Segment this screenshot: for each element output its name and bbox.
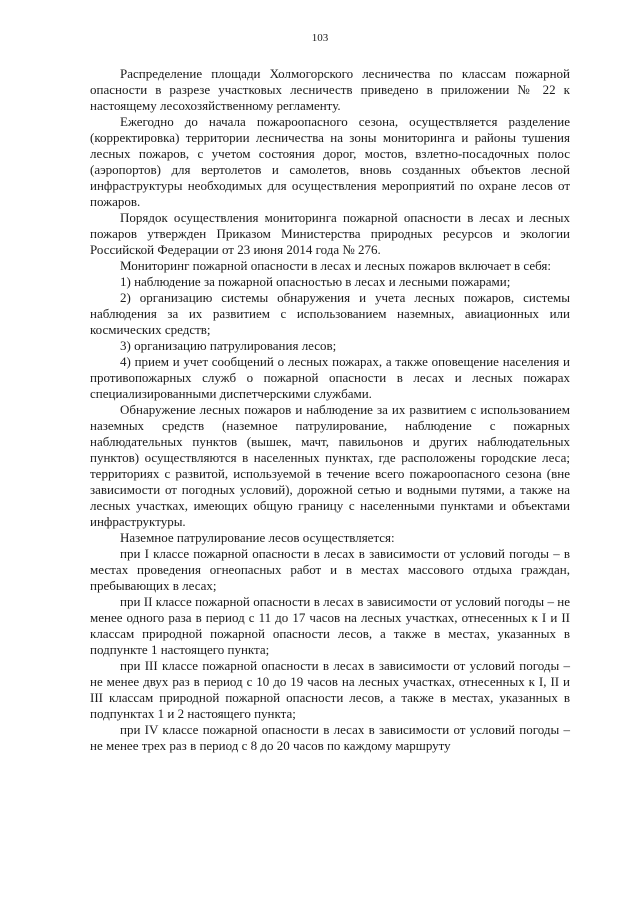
paragraph: Распределение площади Холмогорского лесничества по классам пожарной опасности в разрезе участковых лесничеств приведено в приложении № 22 к настоящему лесохозяйственному регламенту. <box>90 66 570 113</box>
list-item: 3) организацию патрулирования лесов; <box>120 338 337 353</box>
paragraph: Обнаружение лесных пожаров и наблюдение за их развитием с использованием наземных средств (наземное патрулирование, наблюдение с пожарных наблюдательных пунктов (вышек, мачт, павильонов и других наблюдательных пунктов) осуществляются в населенных пунктах, где расположены городские леса; территориях с развитой, используемой в течение всего пожароопасного сезона (вне зависимости от погодных условий), дорожной сетью и водными путями, а также на лесных участках, имеющих общую границу с населенными пунктами и объектами инфраструктуры. <box>90 402 570 529</box>
page-number: 103 <box>311 32 329 44</box>
list-item: 1) наблюдение за пожарной опасностью в лесах и лесными пожарами; <box>120 274 511 289</box>
list-item: 4) прием и учет сообщений о лесных пожарах, а также оповещение населения и противопожарных служб о пожарной опасности в лесах и лесных пожарах специализированными диспетчерскими службами. <box>90 354 570 401</box>
paragraph: при I классе пожарной опасности в лесах в зависимости от условий погоды – в местах проведения огнеопасных работ и в местах массового отдыха граждан, пребывающих в лесах; <box>90 546 570 593</box>
paragraph: при IV классе пожарной опасности в лесах в зависимости от условий погоды – не менее трех раз в период с 8 до 20 часов по каждому маршруту <box>90 722 570 753</box>
paragraph: Ежегодно до начала пожароопасного сезона, осуществляется разделение (корректировка) территории лесничества на зоны мониторинга и районы тушения лесных пожаров, с учетом состояния дорог, мостов, взлетно-посадочных полос (аэропортов) для вертолетов и самолетов, вновь созданных объектов лесной инфраструктуры необходимых для осуществления мероприятий по охране лесов от пожаров. <box>90 114 570 209</box>
body-text <box>90 66 570 754</box>
list-item: 2) организацию системы обнаружения и учета лесных пожаров, системы наблюдения за их развитием с использованием наземных, авиационных или космических средств; <box>90 290 570 337</box>
paragraph: Порядок осуществления мониторинга пожарной опасности в лесах и лесных пожаров утвержден Приказом Министерства природных ресурсов и экологии Российской Федерации от 23 июня 2014 года № 276. <box>90 210 570 257</box>
paragraph: Наземное патрулирование лесов осуществляется: <box>120 530 395 545</box>
paragraph: при III классе пожарной опасности в лесах в зависимости от условий погоды – не менее двух раз в период с 10 до 19 часов на лесных участках, отнесенных к I, II и III классам природной пожарной опасности лесов, а также в местах, указанных в подпунктах 1 и 2 настоящего пункта; <box>90 658 570 721</box>
paragraph: Мониторинг пожарной опасности в лесах и лесных пожаров включает в себя: <box>120 258 551 273</box>
paragraph: при II классе пожарной опасности в лесах в зависимости от условий погоды – не менее одного раза в период с 11 до 17 часов на лесных участках, отнесенных к I и II классам природной пожарной опасности лесов, а также в местах, указанных в подпункте 1 настоящего пункта; <box>90 594 570 657</box>
